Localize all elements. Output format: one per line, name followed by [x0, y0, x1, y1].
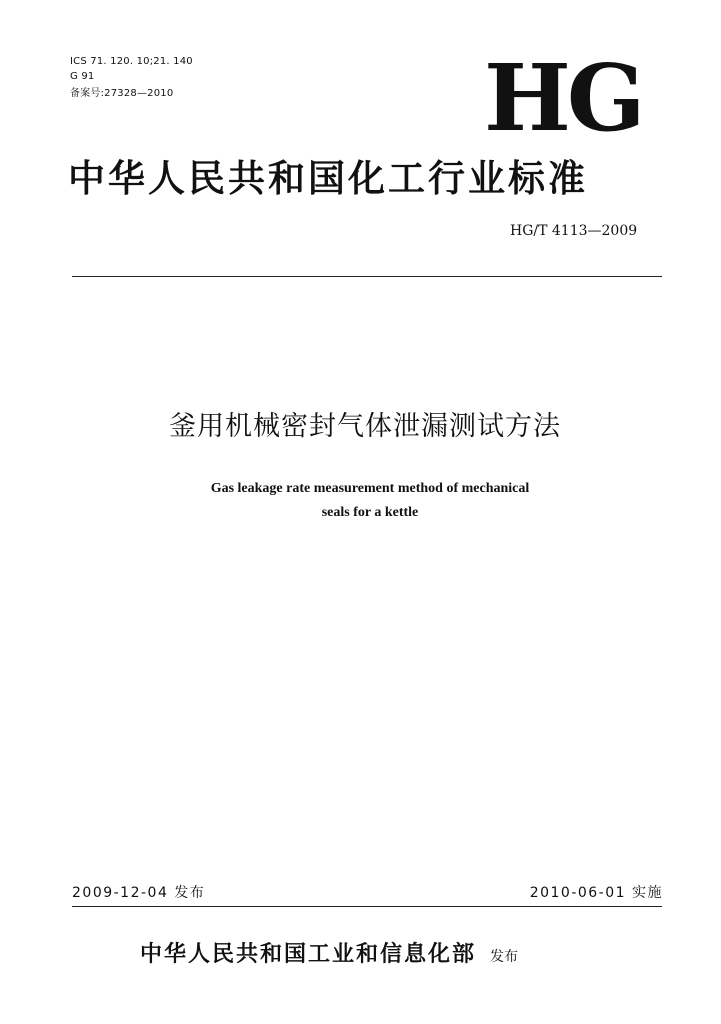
standard-number: HG/T 4113—2009: [510, 223, 638, 239]
issuer-suffix: 发布: [490, 949, 519, 965]
publish-date: 2009-12-04 发布: [72, 885, 206, 901]
issuer: [140, 940, 518, 971]
hg-logo: HG: [484, 44, 642, 152]
classification-code: G 91: [70, 71, 95, 82]
ics-code: ICS 71. 120. 10;21. 140: [70, 56, 193, 67]
top-divider: [72, 276, 662, 277]
organization-title: 中华人民共和国化工行业标准: [68, 156, 588, 200]
title-english-line-2: seals for a kettle: [321, 505, 419, 520]
issuer-name: 中华人民共和国工业和信息化部: [140, 941, 477, 967]
bottom-divider: [72, 906, 662, 907]
record-number: 备案号:27328—2010: [70, 88, 174, 99]
implementation-date: 2010-06-01 实施: [529, 885, 663, 901]
title-chinese: 釜用机械密封气体泄漏测试方法: [169, 411, 561, 442]
title-english-line-1: Gas leakage rate measurement method of mechanical: [210, 481, 530, 496]
